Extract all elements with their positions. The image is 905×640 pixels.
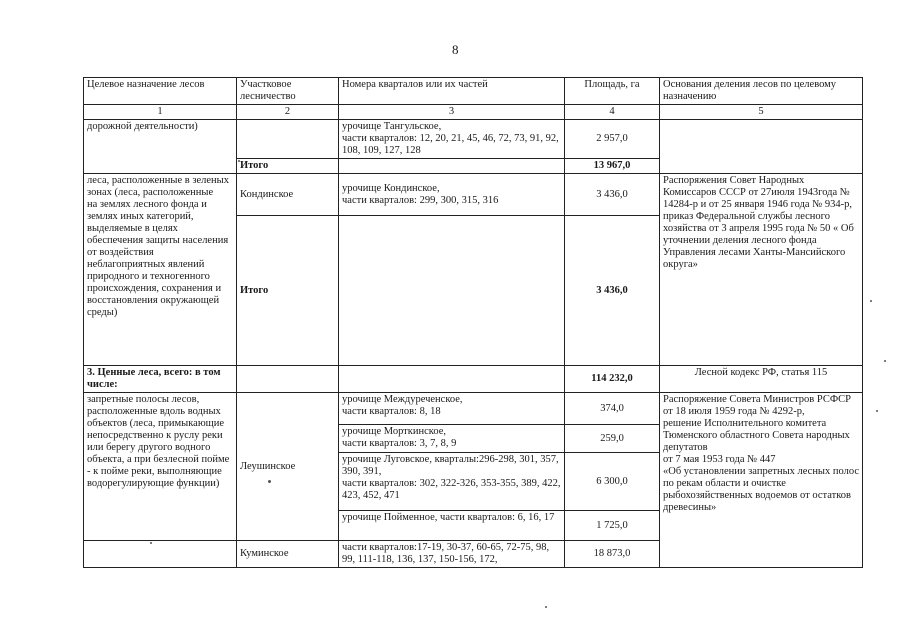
header-quarters: Номера кварталов или их частей [339, 78, 565, 105]
green-purpose: леса, расположенные в зеленых зонах (леса, расположенные на землях лесного фонда и землях иных категорий, выделяемые в целях обеспечения защиты населения от воздействия неблагоприятных явлений природного и техногенного происхождения, сохранения и восстановления окружающей среды) [84, 174, 237, 366]
green-quarters: урочище Кондинское, части кварталов: 299, 300, 315, 316 [339, 174, 565, 216]
protective-area: 1 725,0 [565, 511, 660, 541]
valuable-purpose: 3. Ценные леса, всего: в том числе: [84, 366, 237, 393]
empty-cell [339, 159, 565, 174]
road-quarters: урочище Тангульское, части кварталов: 12, 20, 21, 45, 46, 72, 73, 91, 92, 108, 109, 127, 128 [339, 120, 565, 159]
road-area: 2 957,0 [565, 120, 660, 159]
header-area: Площадь, га [565, 78, 660, 105]
scan-speck [545, 606, 547, 608]
header-purpose: Целевое назначение лесов [84, 78, 237, 105]
col-number: 4 [565, 105, 660, 120]
protective-basis: Распоряжение Совета Министров РСФСР от 18 июля 1959 года № 4292-р, решение Исполнительного комитета Тюменского областного Совета народных депутатов от 7 мая 1953 года № 447 «Об установлении запретных лесных полос по рекам области и очистке рыбохозяйственных водоемов от остатков древесины» [660, 393, 863, 568]
scan-speck [150, 542, 152, 544]
empty-cell [660, 120, 863, 174]
protective-quarters: урочище Луговское, кварталы:296-298, 301, 357, 390, 391, части кварталов: 302, 322-326, 353-355, 389, 422, 423, 452, 471 [339, 453, 565, 511]
col-number: 3 [339, 105, 565, 120]
scan-speck [884, 360, 886, 362]
valuable-basis: Лесной кодекс РФ, статья 115 [660, 366, 863, 393]
table-row [84, 120, 863, 159]
protective-quarters: урочище Пойменное, части кварталов: 6, 16, 17 [339, 511, 565, 541]
page-number: 8 [452, 42, 459, 57]
road-total-label: Итого [237, 159, 339, 174]
protective-quarters: урочище Междуреченское, части кварталов: 8, 18 [339, 393, 565, 425]
scan-speck [268, 480, 271, 483]
empty-cell [237, 120, 339, 159]
scan-speck [238, 160, 240, 162]
col-number: 1 [84, 105, 237, 120]
protective-area: 374,0 [565, 393, 660, 425]
col-number: 2 [237, 105, 339, 120]
header-basis: Основания деления лесов по целевому назначению [660, 78, 863, 105]
empty-cell [339, 366, 565, 393]
road-total-area: 13 967,0 [565, 159, 660, 174]
green-total-label: Итого [237, 216, 339, 366]
forest-purpose-table [83, 77, 863, 568]
empty-cell [237, 366, 339, 393]
scan-speck [876, 410, 878, 412]
table-row [84, 393, 863, 425]
empty-cell [339, 216, 565, 366]
table-header-row [84, 78, 863, 105]
column-number-row [84, 105, 863, 120]
col-number: 5 [660, 105, 863, 120]
kuminskoe-forestry: Куминское [237, 541, 339, 568]
protective-forestry: Леушинское [237, 393, 339, 541]
empty-cell [84, 541, 237, 568]
table-row [84, 174, 863, 216]
protective-area: 6 300,0 [565, 453, 660, 511]
valuable-area: 114 232,0 [565, 366, 660, 393]
protective-quarters: урочище Морткинское, части кварталов: 3, 7, 8, 9 [339, 425, 565, 453]
road-purpose: дорожной деятельности) [84, 120, 237, 174]
green-basis: Распоряжения Совет Народных Комиссаров СССР от 27июля 1943года № 14284-р и от 25 января 1946 года № 934-р, приказ Федеральной службы лесного хозяйства от 3 апреля 1995 года № 50 « Об уточнении деления лесного фонда Управления лесами Ханты-Мансийского округа» [660, 174, 863, 366]
green-total-area: 3 436,0 [565, 216, 660, 366]
kuminskoe-area: 18 873,0 [565, 541, 660, 568]
scan-speck [870, 300, 872, 302]
protective-purpose: запретные полосы лесов, расположенные вдоль водных объектов (леса, примыкающие непосредственно к руслу реки или берегу другого водного объекта, а при безлесной пойме - к пойме реки, выполняющие водорегулирующие функции) [84, 393, 237, 541]
green-area: 3 436,0 [565, 174, 660, 216]
kuminskoe-quarters: части кварталов:17-19, 30-37, 60-65, 72-75, 98, 99, 111-118, 136, 137, 150-156, 172, [339, 541, 565, 568]
protective-area: 259,0 [565, 425, 660, 453]
green-forestry: Кондинское [237, 174, 339, 216]
header-forestry: Участковое лесничество [237, 78, 339, 105]
table-row [84, 366, 863, 393]
